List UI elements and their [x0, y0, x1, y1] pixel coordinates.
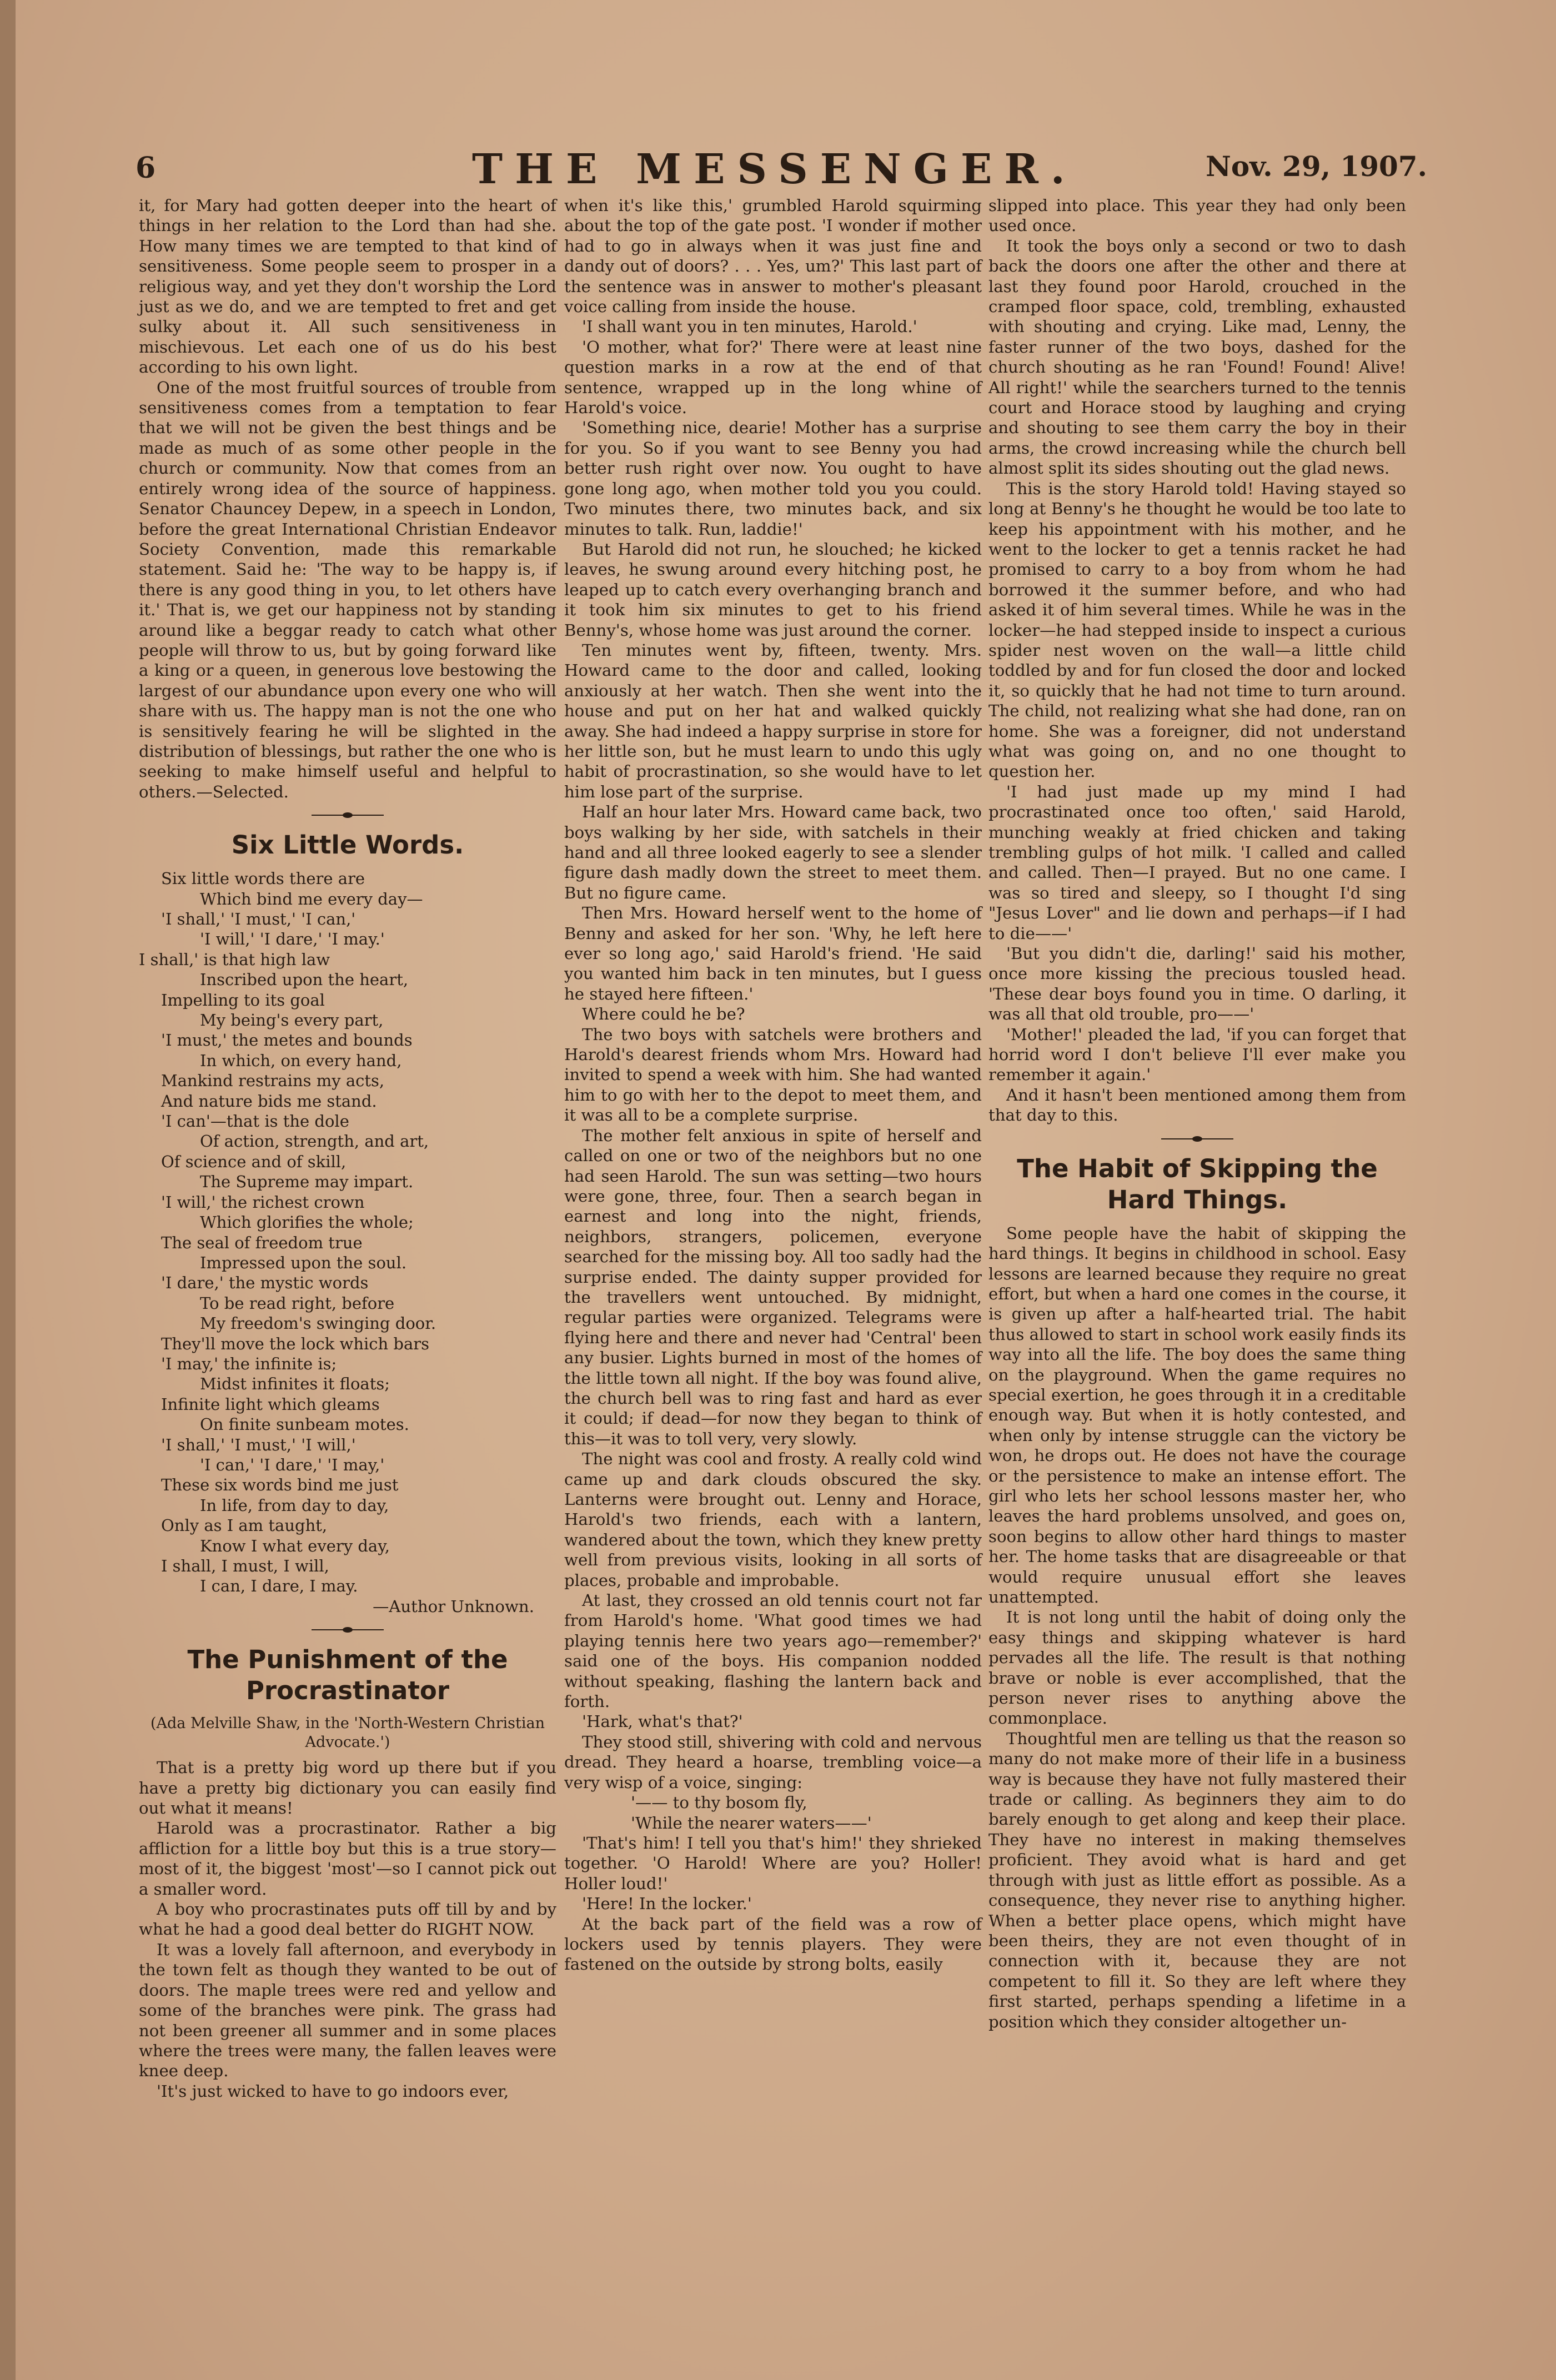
ornament-divider	[1156, 1133, 1239, 1144]
paragraph: It was a lovely fall afternoon, and everybody in the town felt as though they wanted to be out of doors. The maple trees were red and yellow and some of the branches were pink. The grass had not been greener all summer and in some places where the trees were many, the fallen leaves were knee deep.	[139, 1940, 556, 2081]
poem-line: Inscribed upon the heart,	[200, 970, 409, 990]
poem-line: In which, on every hand,	[200, 1051, 402, 1070]
poem-line: 'I must,' the metes and bounds	[161, 1031, 413, 1050]
poem-line: 'I will,' the richest crown	[161, 1192, 365, 1212]
paragraph: Half an hour later Mrs. Howard came back, two boys walking by her side, with satchels in their hand and all three looked eagerly to see a slender figure dash madly down the street to meet them. But no figure came.	[564, 802, 982, 902]
poem-line: Six little words there are	[161, 869, 365, 888]
article-title: The Habit of Skipping the Hard Things.	[1017, 1153, 1378, 1214]
paragraph: And it hasn't been mentioned among them from that day to this.	[988, 1085, 1406, 1125]
paragraph: slipped into place. This year they had only been used once.	[988, 196, 1406, 235]
paragraph: They stood still, shivering with cold and nervous dread. They heard a hoarse, trembling voice—a very wisp of a voice, singing:	[564, 1732, 982, 1792]
poem-line: I shall,' is that high law	[139, 950, 330, 969]
poem-line: Know I what every day,	[200, 1536, 390, 1555]
paragraph: Ten minutes went by, fifteen, twenty. Mrs. Howard came to the door and called, looking anxiously at her watch. Then she went into the house and put on her hat and walked quickly away. She had indeed a happy surprise in store for her little son, but he must learn to undo this ugly habit of procrastination, so she would have to let him lose part of the surprise.	[564, 640, 982, 801]
poem-line: These six words bind me just	[161, 1475, 399, 1495]
poem-title: Six Little Words.	[231, 830, 464, 860]
column-3	[988, 195, 1406, 2032]
poem-line: Midst infinites it floats;	[200, 1374, 390, 1394]
poem-line: They'll move the lock which bars	[161, 1334, 430, 1353]
page-number: 6	[135, 151, 156, 185]
masthead	[128, 145, 1427, 193]
paragraph: At the back part of the field was a row of lockers used by tennis players. They were fastened on the outside by strong bolts, easily	[564, 1914, 982, 1974]
poem-line: Mankind restrains my acts,	[161, 1071, 385, 1091]
paragraph: Where could he be?	[582, 1005, 745, 1024]
poem-author: —Author Unknown.	[373, 1596, 534, 1616]
paragraph: That is a pretty big word up there but if you have a pretty big dictionary you can easily find out what it means!	[139, 1758, 556, 1818]
story-source: (Ada Melville Shaw, in the 'North-Western Christian Advocate.')	[150, 1715, 545, 1751]
paragraph: One of the most fruitful sources of trouble from sensitiveness comes from a temptation to fear that we will not be given the best things and be made as much of as some other people in the church or community. Now that comes from an entirely wrong idea of the source of happiness. Senator Chauncey Depew, in a speech in London, before the great International Christian Endeavor Society Convention, made this remarkable statement. Said he: 'The way to be happy is, if there is any good thing in you, to let others have it.' That is, we get our happiness not by standing around like a beggar ready to catch what other people will throw to us, but by going forward like a king or a queen, in generous love bestowing the largest of our abundance upon every one who will share with us. The happy man is not the one who is sensitively fearing he will be slighted in the distribution of blessings, but rather the one who is seeking to make himself useful and helpful to others.—Selected.	[139, 378, 556, 801]
column-1	[139, 195, 556, 2101]
poem-line: 'I will,' 'I dare,' 'I may.'	[200, 930, 385, 949]
column-2	[564, 195, 982, 1975]
poem-line: Of science and of skill,	[161, 1152, 347, 1171]
poem-line: 'I shall,' 'I must,' 'I can,'	[161, 910, 356, 928]
paragraph: 'It's just wicked to have to go indoors ever,	[157, 2081, 509, 2101]
issue-date: Nov. 29, 1907.	[1206, 150, 1427, 183]
poem-line: 'I can'—that is the dole	[161, 1112, 349, 1131]
ornament-divider	[306, 810, 389, 821]
poem	[139, 868, 556, 1596]
paragraph: It took the boys only a second or two to dash back the doors one after the other and there at last they found poor Harold, crouched in the cramped floor space, cold, trembling, exhausted with shouting and crying. Like mad, Lenny, the faster runner of the two boys, dashed for the church shouting as he ran 'Found! Found! Alive! All right!' while the searchers turned to the tennis court and Horace stood by laughing and crying and shouting to see them carry the boy in their arms, the crowd increasing while the church bell almost split its sides shouting out the glad news.	[988, 236, 1406, 478]
paragraph: 'Here! In the locker.'	[582, 1894, 752, 1914]
paragraph: 'O mother, what for?' There were at least nine question marks in a row at the end of that sentence, wrapped up in the long whine of Harold's voice.	[564, 337, 982, 418]
paragraph: It is not long until the habit of doing only the easy things and skipping whatever is hard pervades all the life. The result is that nothing brave or noble is ever accomplished, that the person never rises to anything above the commonplace.	[988, 1608, 1406, 1728]
poem-line: Which glorifies the whole;	[200, 1213, 414, 1232]
poem-line: 'I shall,' 'I must,' 'I will,'	[161, 1435, 356, 1454]
poem-line: I can, I dare, I may.	[200, 1576, 358, 1596]
poem-line: In life, from day to day,	[200, 1495, 389, 1515]
paragraph: This is the story Harold told! Having stayed so long at Benny's he thought he would be too late to keep his appointment with his mother, and he went to the locker to get a tennis racket he had promised to carry to a boy from whom he had borrowed it the summer before, and who had asked it of him several times. While he was in the locker—he had stepped inside to inspect a curious spider nest woven on the wall—a little child toddled by and for fun closed the door and locked it, so quickly that he had not time to turn around. The child, not realizing what she had done, ran on home. She was a foreigner, did not understand what was going on, and no one thought to question her.	[988, 479, 1406, 781]
poem-line: Impelling to its goal	[161, 990, 325, 1010]
paragraph: 'That's him! I tell you that's him!' they shrieked together. 'O Harold! Where are you? Holler! Holler loud!'	[564, 1833, 982, 1893]
poem-line: And nature bids me stand.	[161, 1091, 377, 1111]
poem-line: Impressed upon the soul.	[200, 1253, 407, 1272]
poem-line: 'I can,' 'I dare,' 'I may,'	[200, 1455, 385, 1474]
paragraph: 'I had just made up my mind I had procrastinated once too often,' said Harold, munching weakly at fried chicken and taking trembling gulps of hot milk. 'I called and called and called. Then—I prayed. But no one came. I was so tired and sleepy, so I thought I'd sing "Jesus Lover" and lie down and perhaps—if I had to die——'	[988, 782, 1406, 943]
poem-line: The Supreme may impart.	[200, 1172, 414, 1192]
poem-line: To be read right, before	[200, 1293, 395, 1313]
paragraph: Thoughtful men are telling us that the reason so many do not make more of their life in a business way is because they have not fully mastered their trade or calling. As beginners they aim to do barely enough to get along and keep their place. They have no interest in making themselves proficient. They avoid what is hard and get through with just as little effort as possible. As a consequence, they never rise to anything higher. When a better place opens, which might have been theirs, they are not even thought of in connection with it, because they are not competent to fill it. So they are left where they first started, perhaps spending a lifetime in a position which they consider altogether un-	[988, 1729, 1406, 2031]
poem-line: My being's every part,	[200, 1011, 384, 1030]
paragraph: when it's like this,' grumbled Harold squirming about the top of the gate post. 'I wonder if mother had to go in always when it was just fine and dandy out of doors? . . . Yes, um?' This last part of the sentence was in answer to mother's pleasant voice calling from inside the house.	[564, 196, 982, 317]
poem-line: Only as I am taught,	[161, 1516, 328, 1535]
paragraph: 'But you didn't die, darling!' said his mother, once more kissing the precious tousled head. 'These dear boys found you in time. O darling, it was all that old trouble, pro——'	[988, 944, 1406, 1024]
poem-line: On finite sunbeam motes.	[200, 1415, 409, 1434]
paragraph: 'Hark, what's that?'	[582, 1712, 743, 1731]
poem-line: I shall, I must, I will,	[161, 1556, 329, 1575]
paragraph: 'Mother!' pleaded the lad, 'if you can forget that horrid word I don't believe I'll ever make you remember it again.'	[988, 1025, 1406, 1084]
poem-line: 'I dare,' the mystic words	[161, 1273, 369, 1293]
poem-line: The seal of freedom true	[161, 1233, 363, 1252]
newspaper-title: THE MESSENGER.	[472, 145, 1077, 193]
poem-line: My freedom's swinging door.	[200, 1314, 436, 1333]
song-line: '—— to thy bosom fly,	[631, 1793, 807, 1812]
paragraph: But Harold did not run, he slouched; he kicked leaves, he swung around every hitching post, he leaped up to catch every overhanging branch and it took him six minutes to get to his friend Benny's, whose home was just around the corner.	[564, 539, 982, 640]
poem-line: 'I may,' the infinite is;	[161, 1354, 337, 1373]
paragraph: The night was cool and frosty. A really cold wind came up and dark clouds obscured the sky. Lanterns were brought out. Lenny and Horace, Harold's two friends, each with a lantern, wandered about the town, which they knew pretty well from previous visits, looking in all sorts of places, probable and improbable.	[564, 1449, 982, 1590]
poem-line: Which bind me every day—	[200, 889, 423, 908]
poem-line: Infinite light which gleams	[161, 1394, 380, 1414]
paragraph: Harold was a procrastinator. Rather a big affliction for a little boy but this is a true story—most of it, the biggest 'most'—so I cannot pick out a smaller word.	[139, 1819, 556, 1899]
paragraph: Some people have the habit of skipping the hard things. It begins in childhood in school. Easy lessons are learned because they require no great effort, but when a hard one comes in the course, it is given up after a half-hearted trial. The habit thus allowed to start in school work easily finds its way into all the life. The boy does the same thing on the playground. When the game requires no special exertion, he goes through it in a creditable enough way. But when it is hotly contested, and when only by intense struggle can the victory be won, he drops out. He does not have the courage or the persistence to make an intense effort. The girl who lets her school lessons master her, who leaves the hard problems unsolved, and goes on, soon begins to allow other hard things to master her. The home tasks that are disagreeable or that would require unusual effort she leaves unattempted.	[988, 1223, 1406, 1606]
paragraph: A boy who procrastinates puts off till by and by what he had a good deal better do RIGHT NOW.	[139, 1900, 556, 1939]
paragraph: Then Mrs. Howard herself went to the home of Benny and asked for her son. 'Why, he left here ever so long ago,' said Harold's friend. 'He said you wanted him back in ten minutes, but I guess he stayed here fifteen.'	[564, 903, 982, 1003]
paragraph: 'Something nice, dearie! Mother has a surprise for you. So if you want to see Benny you had better rush right over now. You ought to have gone long ago, when mother told you you could. Two minutes there, two minutes back, and six minutes to talk. Run, laddie!'	[564, 418, 982, 539]
page-edge	[0, 0, 16, 2380]
paragraph: it, for Mary had gotten deeper into the heart of things in her relation to the Lord than had she. How many times we are tempted to that kind of sensitiveness. Some people seem to prosper in a religious way, and yet they don't worship the Lord just as we do, and we are tempted to fret and get sulky about it. All such sensitiveness in mischievous. Let each one of us do his best according to his own light.	[139, 196, 556, 377]
poem-line: Of action, strength, and art,	[200, 1132, 429, 1151]
paragraph: The two boys with satchels were brothers and Harold's dearest friends whom Mrs. Howard had invited to spend a week with him. She had wanted him to go with her to the depot to meet them, and it was all to be a complete surprise.	[564, 1025, 982, 1125]
ornament-divider	[306, 1624, 389, 1635]
paragraph: 'I shall want you in ten minutes, Harold.'	[582, 317, 917, 337]
paragraph: At last, they crossed an old tennis court not far from Harold's home. 'What good times we had playing tennis here two years ago—remember?' said one of the boys. His companion nodded without speaking, flashing the lantern back and forth.	[564, 1591, 982, 1711]
paragraph: The mother felt anxious in spite of herself and called on one or two of the neighbors but no one had seen Harold. The sun was setting—two hours were gone, three, four. Then a search began in earnest and long into the night, friends, neighbors, strangers, policemen, everyone searched for the missing boy. All too sadly had the surprise ended. The dainty supper provided for the travellers went untouched. By midnight, regular parties were organized. Telegrams were flying here and there and never had 'Central' been any busier. Lights burned in most of the homes of the little town all night. If the boy was found alive, the church bell was to ring fast and hard as ever it could; if dead—for now they began to think of this—it was to toll very, very slowly.	[564, 1126, 982, 1448]
story-title: The Punishment of the Procrastinator	[187, 1645, 508, 1706]
song-line: 'While the nearer waters——'	[631, 1813, 872, 1832]
